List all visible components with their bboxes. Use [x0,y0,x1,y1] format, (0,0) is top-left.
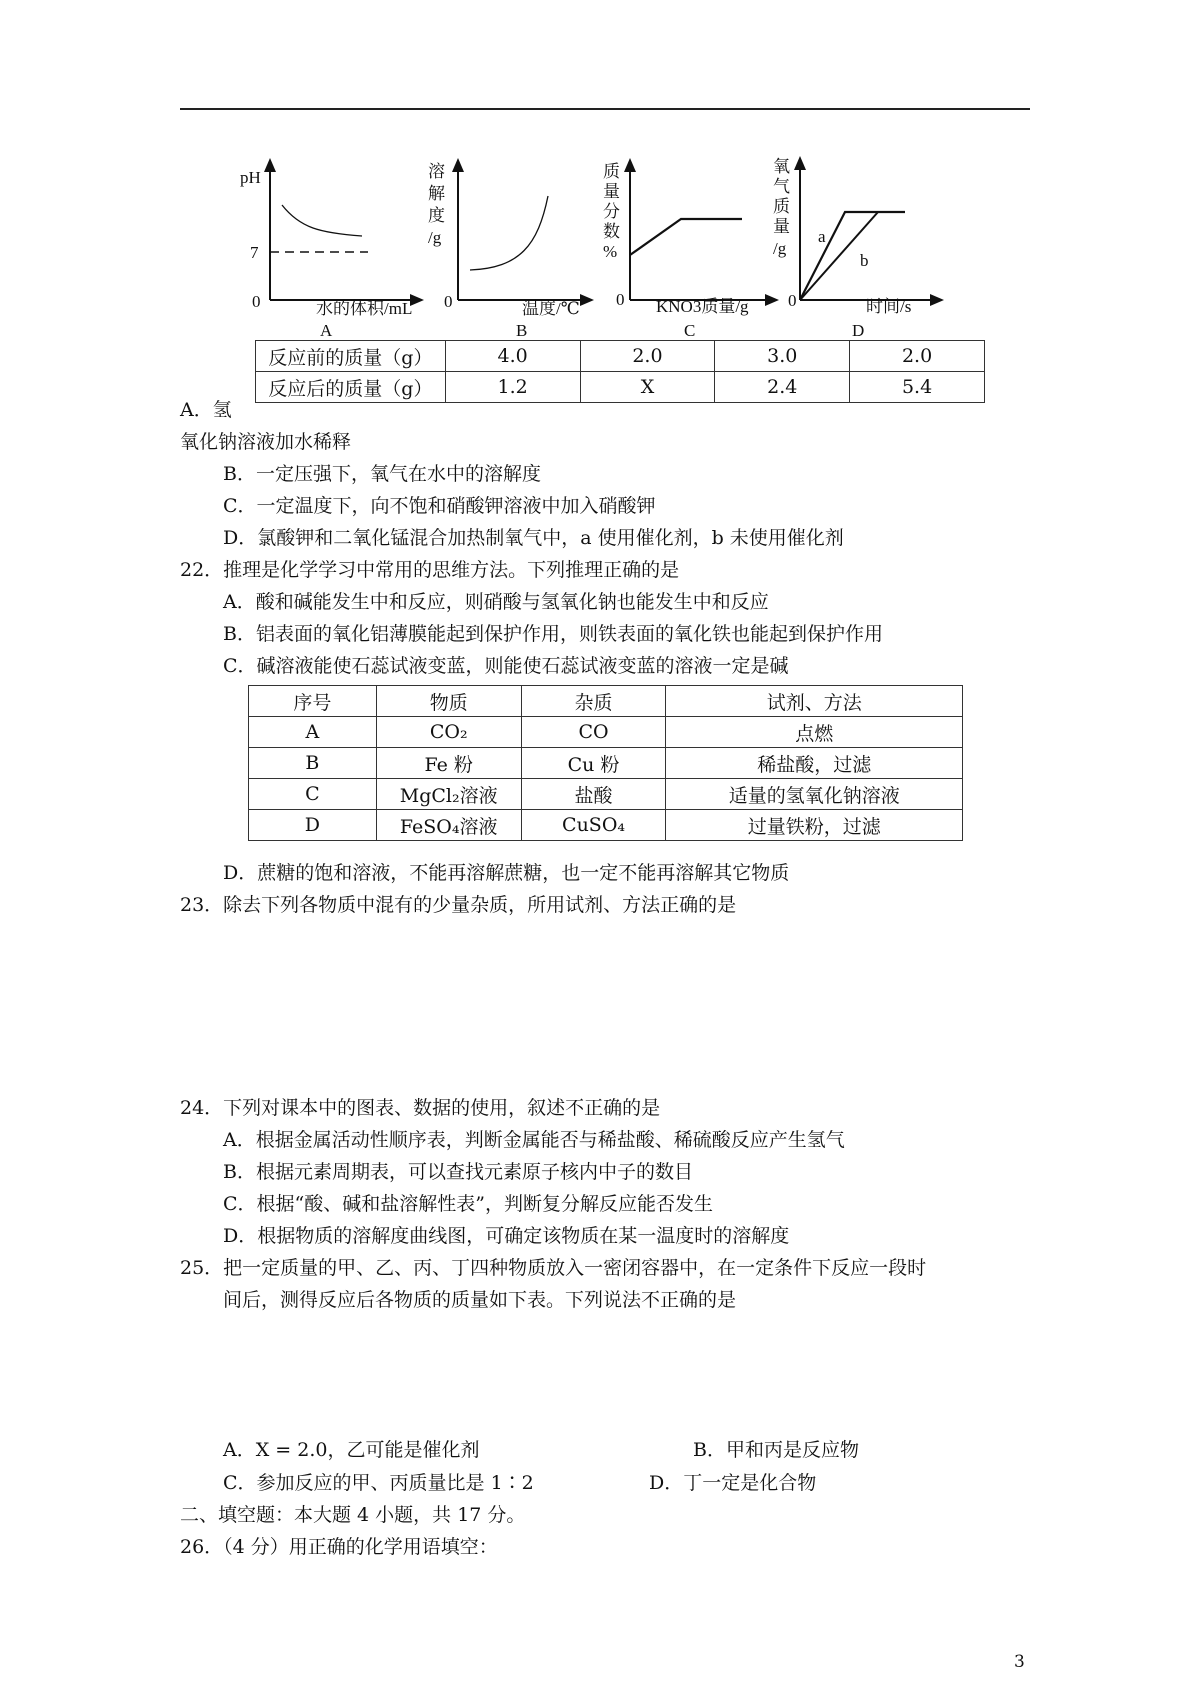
table-cell: 反应前的质量（g） [256,341,446,372]
table-cell: 过量铁粉，过滤 [666,810,963,841]
q25-option-c: C．参加反应的甲、丙质量比是 1∶2 [223,1472,534,1494]
table-header-row [249,686,963,717]
graph-d [794,156,944,306]
table-cell: Cu 粉 [521,748,666,779]
q25-option-d: D．丁一定是化合物 [649,1472,817,1494]
table-cell: 2.0 [850,341,985,372]
table-row [256,372,985,403]
table-cell: D [249,810,377,841]
graph-a-origin: 0 [252,292,261,311]
table-cell: FeSO₄溶液 [376,810,521,841]
table-cell: X [580,372,715,403]
q25-stem-line1: 25．把一定质量的甲、乙、丙、丁四种物质放入一密闭容器中，在一定条件下反应一段时 [180,1257,927,1279]
graph-c-ylabel-2: 量 [603,182,620,201]
graph-d-ylabel-5: /g [773,239,787,258]
table-cell: 适量的氢氧化钠溶液 [666,779,963,810]
q22-stem: 22．推理是化学学习中常用的思维方法。下列推理正确的是 [180,559,680,581]
graph-d-ylabel-4: 量 [773,217,790,236]
table-header: 试剂、方法 [666,686,963,717]
q21-option-c: C．一定温度下，向不饱和硝酸钾溶液中加入硝酸钾 [223,495,656,517]
table-cell: 4.0 [445,341,580,372]
q23-stem: 23．除去下列各物质中混有的少量杂质，所用试剂、方法正确的是 [180,894,737,916]
impurity-table [248,685,963,841]
table-cell: 盐酸 [521,779,666,810]
graph-c-ylabel-3: 分 [603,202,620,221]
q22-option-d: D．蔗糖的饱和溶液，不能再溶解蔗糖，也一定不能再溶解其它物质 [223,862,790,884]
q21-option-a-prefix: A．氢 [180,399,232,421]
q24-option-d: D．根据物质的溶解度曲线图，可确定该物质在某一温度时的溶解度 [223,1225,790,1247]
q24-option-a: A．根据金属活动性顺序表，判断金属能否与稀盐酸、稀硫酸反应产生氢气 [223,1129,845,1151]
table-cell: 3.0 [715,341,850,372]
table-header: 物质 [376,686,521,717]
table-cell: 2.0 [580,341,715,372]
graph-d-origin: 0 [788,291,797,310]
q25-option-b: B．甲和丙是反应物 [693,1439,859,1461]
graph-b-ylabel-1: 溶 [428,162,445,181]
table-header: 杂质 [521,686,666,717]
graph-a-letter: A [320,321,333,340]
table-row [249,810,963,841]
table-row [249,779,963,810]
table-cell: 反应后的质量（g） [256,372,446,403]
table-cell: 1.2 [445,372,580,403]
graph-d-line-a: a [818,227,826,246]
graph-d-line-b: b [860,251,869,270]
graph-b-ylabel-2: 解 [428,184,445,203]
graph-b-letter: B [516,321,528,340]
table-header: 序号 [249,686,377,717]
table-cell: 点燃 [666,717,963,748]
graph-a [264,158,424,306]
graph-b-ylabel-4: /g [428,228,442,247]
graph-d-ylabel-1: 氧 [773,157,790,176]
q26-stem: 26．（4 分）用正确的化学用语填空： [180,1536,498,1558]
q21-option-a-rest: 氧化钠溶液加水稀释 [180,431,352,453]
graph-c-ylabel-5: % [603,242,618,261]
q25-stem-line2: 间后，测得反应后各物质的质量如下表。下列说法不正确的是 [223,1289,737,1311]
table-cell: 稀盐酸，过滤 [666,748,963,779]
table-row [249,748,963,779]
table-cell: B [249,748,377,779]
q24-option-c: C．根据“酸、碱和盐溶解性表”，判断复分解反应能否发生 [223,1193,713,1215]
table-row [256,341,985,372]
section-title: 二、填空题：本大题 4 小题，共 17 分。 [180,1504,526,1526]
table-cell: 2.4 [715,372,850,403]
q22-option-b: B．铝表面的氧化铝薄膜能起到保护作用，则铁表面的氧化铁也能起到保护作用 [223,623,883,645]
table-cell: A [249,717,377,748]
graph-a-ylabel: pH [240,168,261,187]
table-cell: C [249,779,377,810]
graph-b-ylabel-3: 度 [428,206,445,225]
table-cell: 5.4 [850,372,985,403]
table-cell: CO₂ [376,717,521,748]
q22-option-a: A．酸和碱能发生中和反应，则硝酸与氢氧化钠也能发生中和反应 [223,591,769,613]
graph-d-letter: D [852,321,865,340]
q22-option-c: C．碱溶液能使石蕊试液变蓝，则能使石蕊试液变蓝的溶液一定是碱 [223,655,789,677]
mass-table [255,340,985,403]
graph-d-ylabel-2: 气 [773,177,790,196]
graph-c-xlabel: KNO3质量/g [656,297,749,316]
graph-b-origin: 0 [444,292,453,311]
graph-d-xlabel: 时间/s [866,297,912,316]
q21-option-d: D．氯酸钾和二氧化锰混合加热制氧气中，a 使用催化剂，b 未使用催化剂 [223,527,844,549]
table-cell: CuSO₄ [521,810,666,841]
q25-option-a: A．X = 2.0，乙可能是催化剂 [223,1439,480,1461]
graph-c-letter: C [684,321,696,340]
table-cell: Fe 粉 [376,748,521,779]
graph-b [452,158,594,306]
page-number: 3 [1014,1652,1025,1672]
q21-option-b: B．一定压强下，氧气在水中的溶解度 [223,463,541,485]
graph-a-xlabel: 水的体积/mL [316,299,413,318]
graph-c-origin: 0 [616,290,625,309]
graph-c-ylabel-1: 质 [603,162,620,181]
graph-a-y7: 7 [250,243,259,262]
table-cell: CO [521,717,666,748]
graph-c [624,158,779,306]
graph-b-xlabel: 温度/℃ [522,299,580,318]
graph-d-ylabel-3: 质 [773,197,790,216]
table-cell: MgCl₂溶液 [376,779,521,810]
q24-stem: 24．下列对课本中的图表、数据的使用，叙述不正确的是 [180,1097,661,1119]
graph-c-ylabel-4: 数 [603,222,620,241]
table-row [249,717,963,748]
q24-option-b: B．根据元素周期表，可以查找元素原子核内中子的数目 [223,1161,693,1183]
